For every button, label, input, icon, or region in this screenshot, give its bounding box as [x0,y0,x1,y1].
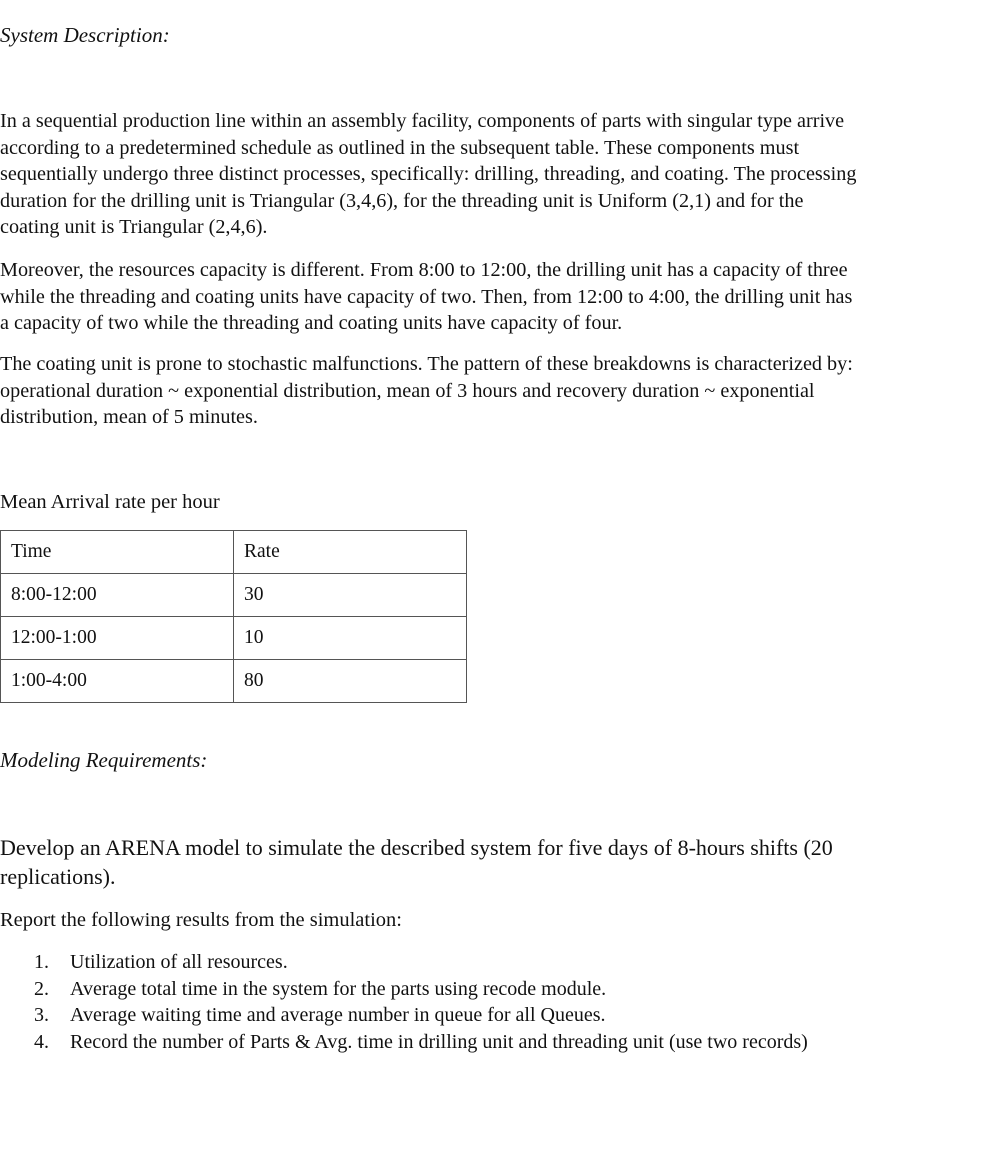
paragraph-line: operational duration ~ exponential distribution, mean of 3 hours and recovery duration ~ exponential [0,379,815,402]
paragraph-line: Develop an ARENA model to simulate the described system for five days of 8-hours shifts (20 [0,835,833,860]
table-header-row [1,531,467,574]
list-item [0,976,808,1003]
paragraph-line: according to a predetermined schedule as outlined in the subsequent table. These components must [0,136,800,159]
paragraph-line: a capacity of two while the threading and coating units have capacity of four. [0,312,623,334]
list-item-number: 2. [34,977,49,1000]
list-item-number: 3. [34,1004,49,1026]
list-item [0,949,808,976]
table-header-rate: Rate [234,531,467,574]
arrival-table-caption: Mean Arrival rate per hour [0,491,220,513]
paragraph-line: sequentially undergo three distinct processes, specifically: drilling, threading, and coating. The processing [0,163,857,185]
paragraph-line: In a sequential production line within an assembly facility, components of parts with singular type arrive [0,110,845,132]
paragraph-line: Moreover, the resources capacity is different. From 8:00 to 12:00, the drilling unit has a capacity of three [0,259,848,281]
system-description-paragraph-3 [0,351,985,431]
system-description-paragraph-1 [0,108,985,241]
list-item-number: 4. [34,1030,49,1053]
list-item [0,1029,808,1056]
table-cell-time: 1:00-4:00 [1,660,234,703]
list-item-text: Utilization of all resources. [70,951,288,973]
list-item [0,1002,808,1029]
report-intro: Report the following results from the simulation: [0,909,402,931]
modeling-requirements-heading: Modeling Requirements: [0,748,208,772]
paragraph-line: replications). [0,863,116,889]
table-header-time: Time [1,531,234,574]
system-description-heading: System Description: [0,23,170,47]
list-item-text: Record the number of Parts & Avg. time in drilling unit and threading unit (use two records) [70,1030,808,1053]
paragraph-line: distribution, mean of 5 minutes. [0,406,258,428]
paragraph-line: coating unit is Triangular (2,4,6). [0,216,268,238]
list-item-text: Average total time in the system for the parts using recode module. [70,977,607,1000]
table-cell-rate: 80 [234,660,467,703]
arrival-rate-table [0,530,467,703]
table-cell-rate: 30 [234,574,467,617]
table-row [1,574,467,617]
table-row [1,617,467,660]
system-description-paragraph-2 [0,257,985,337]
paragraph-line: while the threading and coating units have capacity of two. Then, from 12:00 to 4:00, the drilling unit has [0,285,853,308]
paragraph-line: duration for the drilling unit is Triangular (3,4,6), for the threading unit is Uniform (2,1) and for the [0,189,804,212]
table-cell-time: 12:00-1:00 [1,617,234,660]
paragraph-line: The coating unit is prone to stochastic malfunctions. The pattern of these breakdowns is characterized by: [0,353,853,375]
requirements-list [0,949,808,1055]
table-row [1,660,467,703]
table-cell-time: 8:00-12:00 [1,574,234,617]
list-item-number: 1. [34,951,49,973]
develop-paragraph [0,834,985,891]
table-cell-rate: 10 [234,617,467,660]
list-item-text: Average waiting time and average number in queue for all Queues. [70,1004,606,1026]
